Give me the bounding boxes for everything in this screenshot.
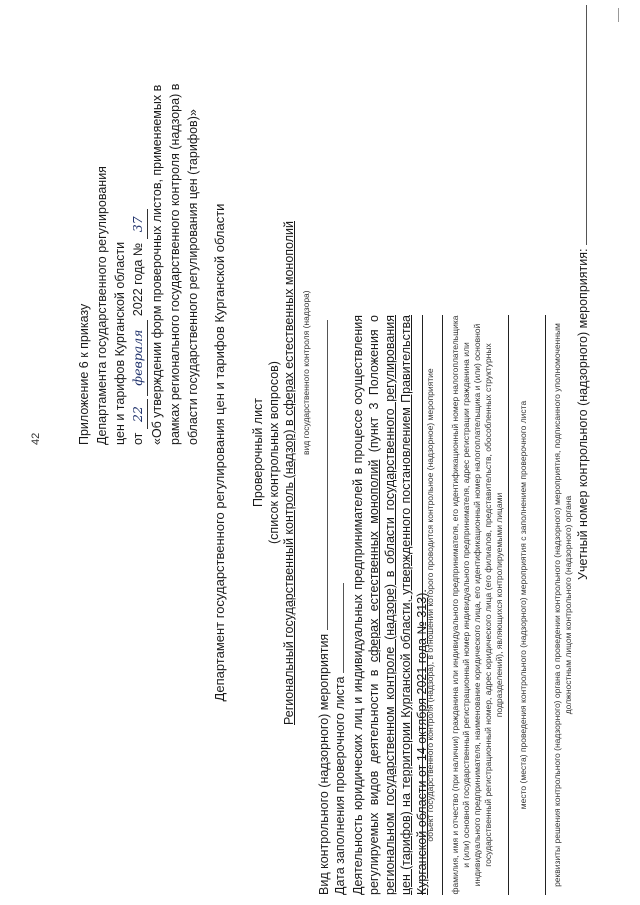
appendix-line: Департамента государственного регулирования <box>95 166 109 445</box>
handwritten-month: февраля <box>129 320 148 396</box>
place-caption: место (места) проведения контрольного (надзорного) мероприятия с заполнением проверочного листа <box>518 400 528 810</box>
control-type <box>282 221 296 725</box>
activity-text: . <box>415 589 429 593</box>
appendix-line: цен и тарифов Курганской области <box>113 241 127 445</box>
event-type-field <box>316 320 331 895</box>
person-fill-line[interactable] <box>442 315 443 895</box>
event-type-fill-line[interactable] <box>316 320 328 630</box>
department-title: Департамент государственного регулирования цен и тарифов Курганской области <box>212 203 227 702</box>
date-year: 2022 года № <box>131 242 145 317</box>
appendix-header <box>75 45 202 445</box>
registration-number-label: Учетный номер контрольного (надзорного) мероприятия: <box>576 248 590 580</box>
sheet-title: Проверочный лист <box>251 397 265 508</box>
control-type-value: Региональный государственный контроль (надзор) в сферах естественных монополий <box>282 221 296 725</box>
appendix-date-line <box>129 45 148 445</box>
activity-text: Деятельность юридических лиц и индивидуальных предпринимателей в процессе осуществления регулируемых видов деятельности в <box>351 315 381 895</box>
registration-number-fill-line[interactable] <box>575 5 587 245</box>
appendix-line: Приложение 6 к приказу <box>77 303 91 445</box>
handwritten-day: 22 <box>129 399 148 429</box>
handwritten-order-number: 37 <box>129 209 148 239</box>
sheet-title-block <box>250 0 282 905</box>
person-caption: фамилия, имя и отчество (при наличии) гражданина или индивидуального предпринимателя, его идентификационный номер налогоплательщика и (или) основной государственный регистрационный номер индивидуального предпринимателя, адрес регистрации гражданина или индивидуального предпринимателя, наименование юридического лица, его идентификационный номер налогоплательщика и (или) основной государственный регистрационный номер, адрес юридического лица (его филиалов, представительств, обособленных структурных подразделений), являющихся контролируемыми лицами <box>450 315 504 895</box>
activity-text: (пункт 3 Положения о <box>367 315 381 460</box>
event-type-label: Вид контрольного (надзорного) мероприятия <box>317 633 331 895</box>
date-prefix: от <box>131 432 145 445</box>
decision-caption: реквизиты решения контрольного (надзорного) органа о проведении контрольного (надзорного) мероприятия, подписанного уполномоченным должностным лицом контрольного (надзорного) органа <box>552 323 573 887</box>
decision-fill-line[interactable] <box>545 315 546 895</box>
appendix-approval-text: «Об утверждении форм проверочных листов, применяемых в рамках регионального государственного контроля (надзора) в области государственного регулирования цен (тарифов)» <box>150 83 200 445</box>
control-type-caption: вид государственного контроля (надзора) <box>301 290 311 455</box>
margin-mark <box>618 8 619 22</box>
registration-number-field <box>575 5 590 580</box>
fill-date-label: Дата заполнения проверочного листа <box>333 676 347 895</box>
object-caption: объект государственного контроля (надзора), в отношении которого проводится контрольное (надзорное) мероприятие <box>425 368 435 842</box>
activity-text-underlined: региональном государственном контроле (надзоре) в области государственного регулирования цен (тарифов) на территории Курганской области, утвержденного постановлением Правительства Курганской области от 14 октября 2021 года № 313) <box>383 315 429 895</box>
sheet-subtitle: (список контрольных вопросов) <box>267 361 281 544</box>
object-fill-line[interactable] <box>422 315 423 895</box>
fill-date-fill-line[interactable] <box>332 583 344 673</box>
place-fill-line[interactable] <box>508 315 509 895</box>
page-number: 42 <box>30 432 42 445</box>
activity-text-underlined: сферах естественных монополий <box>367 459 381 663</box>
activity-description <box>350 315 430 895</box>
fill-date-field <box>332 583 347 895</box>
